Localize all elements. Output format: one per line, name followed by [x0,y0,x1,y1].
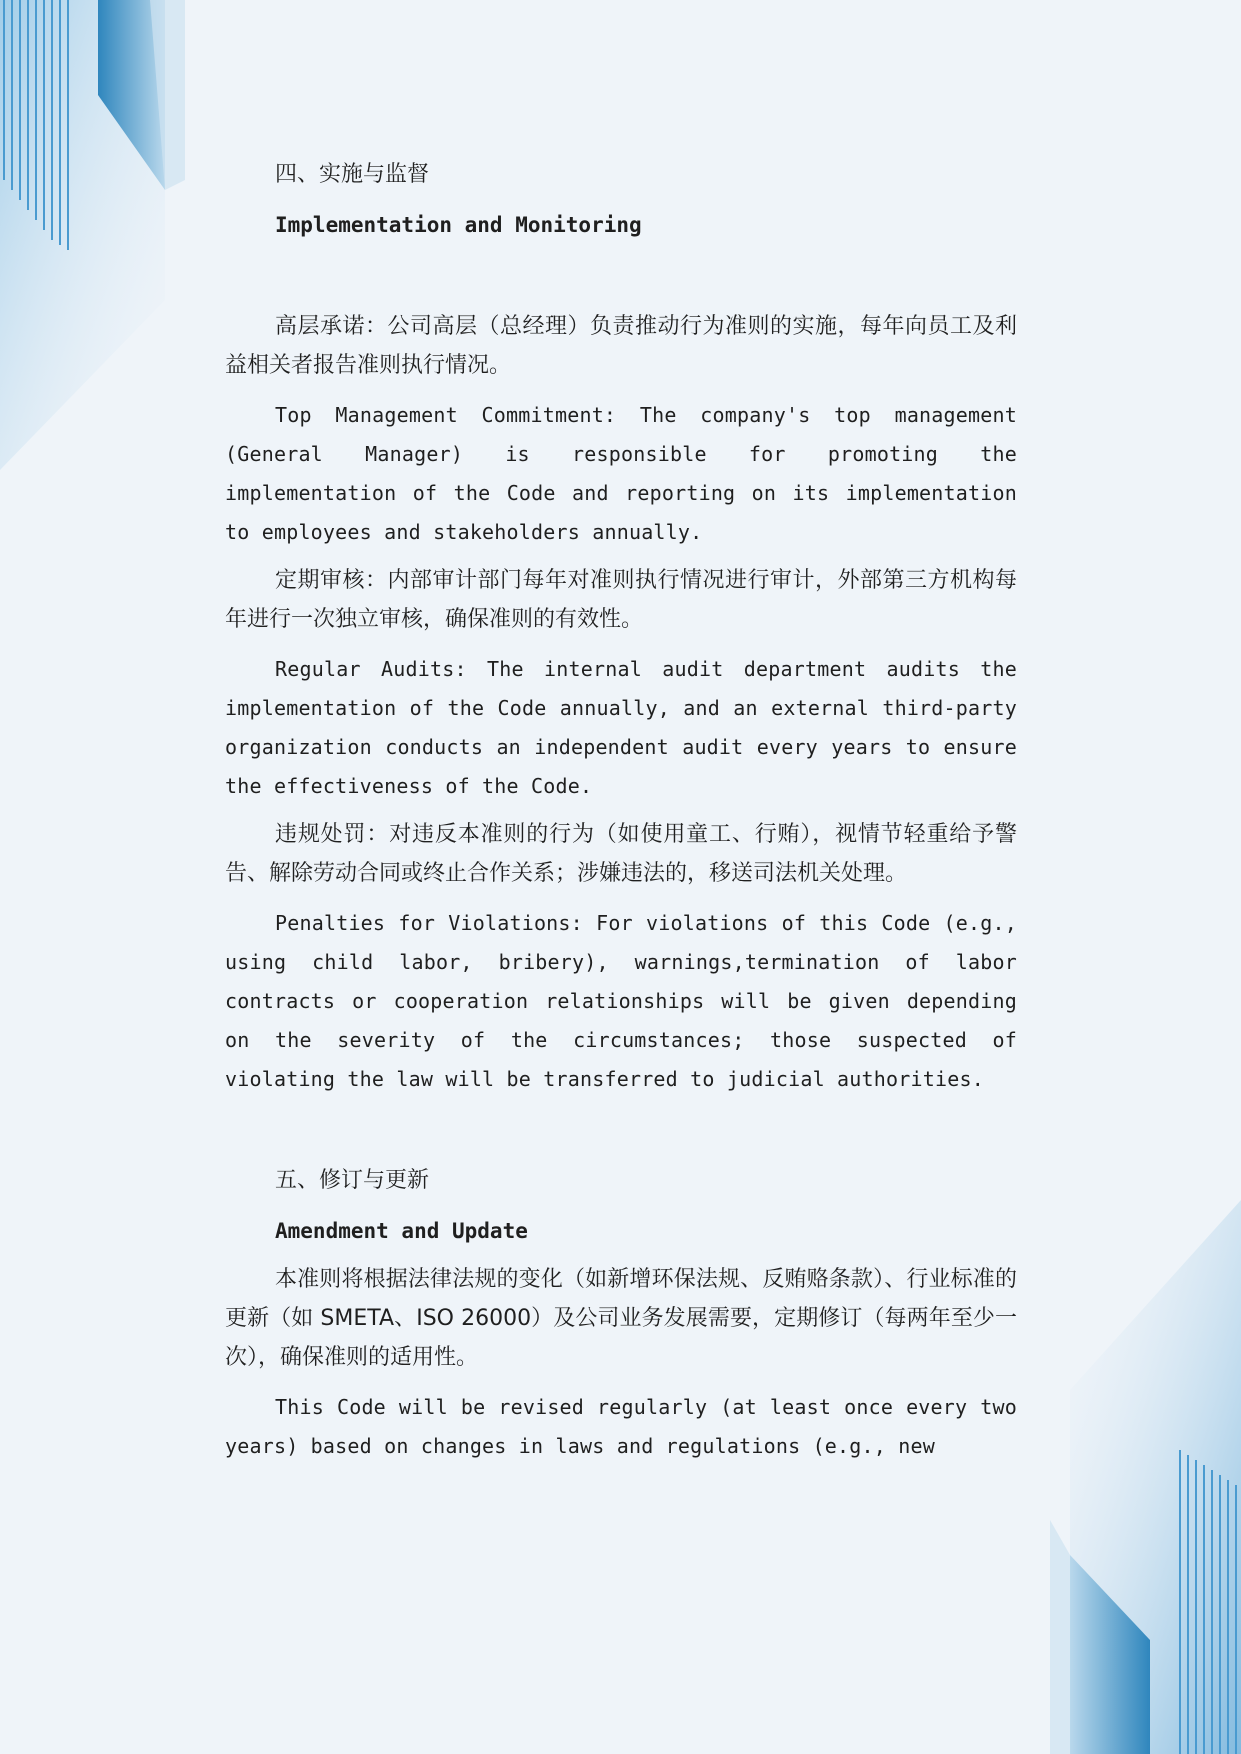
amendment-zh: 本准则将根据法律法规的变化（如新增环保法规、反贿赂条款）、行业标准的更新（如 SMETA、ISO 26000）及公司业务发展需要，定期修订（每两年至少一次），确保准则的适用性。 [225,1267,1017,1370]
top-management-en: Top Management Commitment: The company's top management (General Manager) is responsible for promoting the implementation of the Code and reporting on its implementation to employees and stakeholders annually. [225,403,1017,544]
section5-heading-zh: 五、修订与更新 [275,1168,430,1193]
section5-heading-en: Amendment and Update [275,1219,528,1243]
regular-audits-en: Regular Audits: The internal audit department audits the implementation of the Code annually, and an external third-party organization conducts an independent audit every years to ensure the effectiveness of the Code. [225,657,1017,798]
top-management-zh: 高层承诺：公司高层（总经理）负责推动行为准则的实施，每年向员工及利益相关者报告准则执行情况。 [225,314,1017,378]
document-body [225,160,1017,1466]
section4-heading-en: Implementation and Monitoring [275,213,642,237]
penalties-en: Penalties for Violations: For violations of this Code (e.g., using child labor, bribery), warnings,termination of labor contracts or cooperation relationships will be given depending on the severity of the circumstances; those suspected of violating the law will be transferred to judicial authorities. [225,911,1017,1091]
top-left-ornament [0,0,185,470]
section4-heading-zh: 四、实施与监督 [275,162,430,187]
bottom-right-ornament [1050,1200,1241,1754]
regular-audits-zh: 定期审核：内部审计部门每年对准则执行情况进行审计，外部第三方机构每年进行一次独立审核，确保准则的有效性。 [225,568,1017,632]
amendment-en: This Code will be revised regularly (at least once every two years) based on changes in laws and regulations (e.g., new [225,1395,1017,1458]
penalties-zh: 违规处罚：对违反本准则的行为（如使用童工、行贿），视情节轻重给予警告、解除劳动合同或终止合作关系；涉嫌违法的，移送司法机关处理。 [225,822,1017,886]
